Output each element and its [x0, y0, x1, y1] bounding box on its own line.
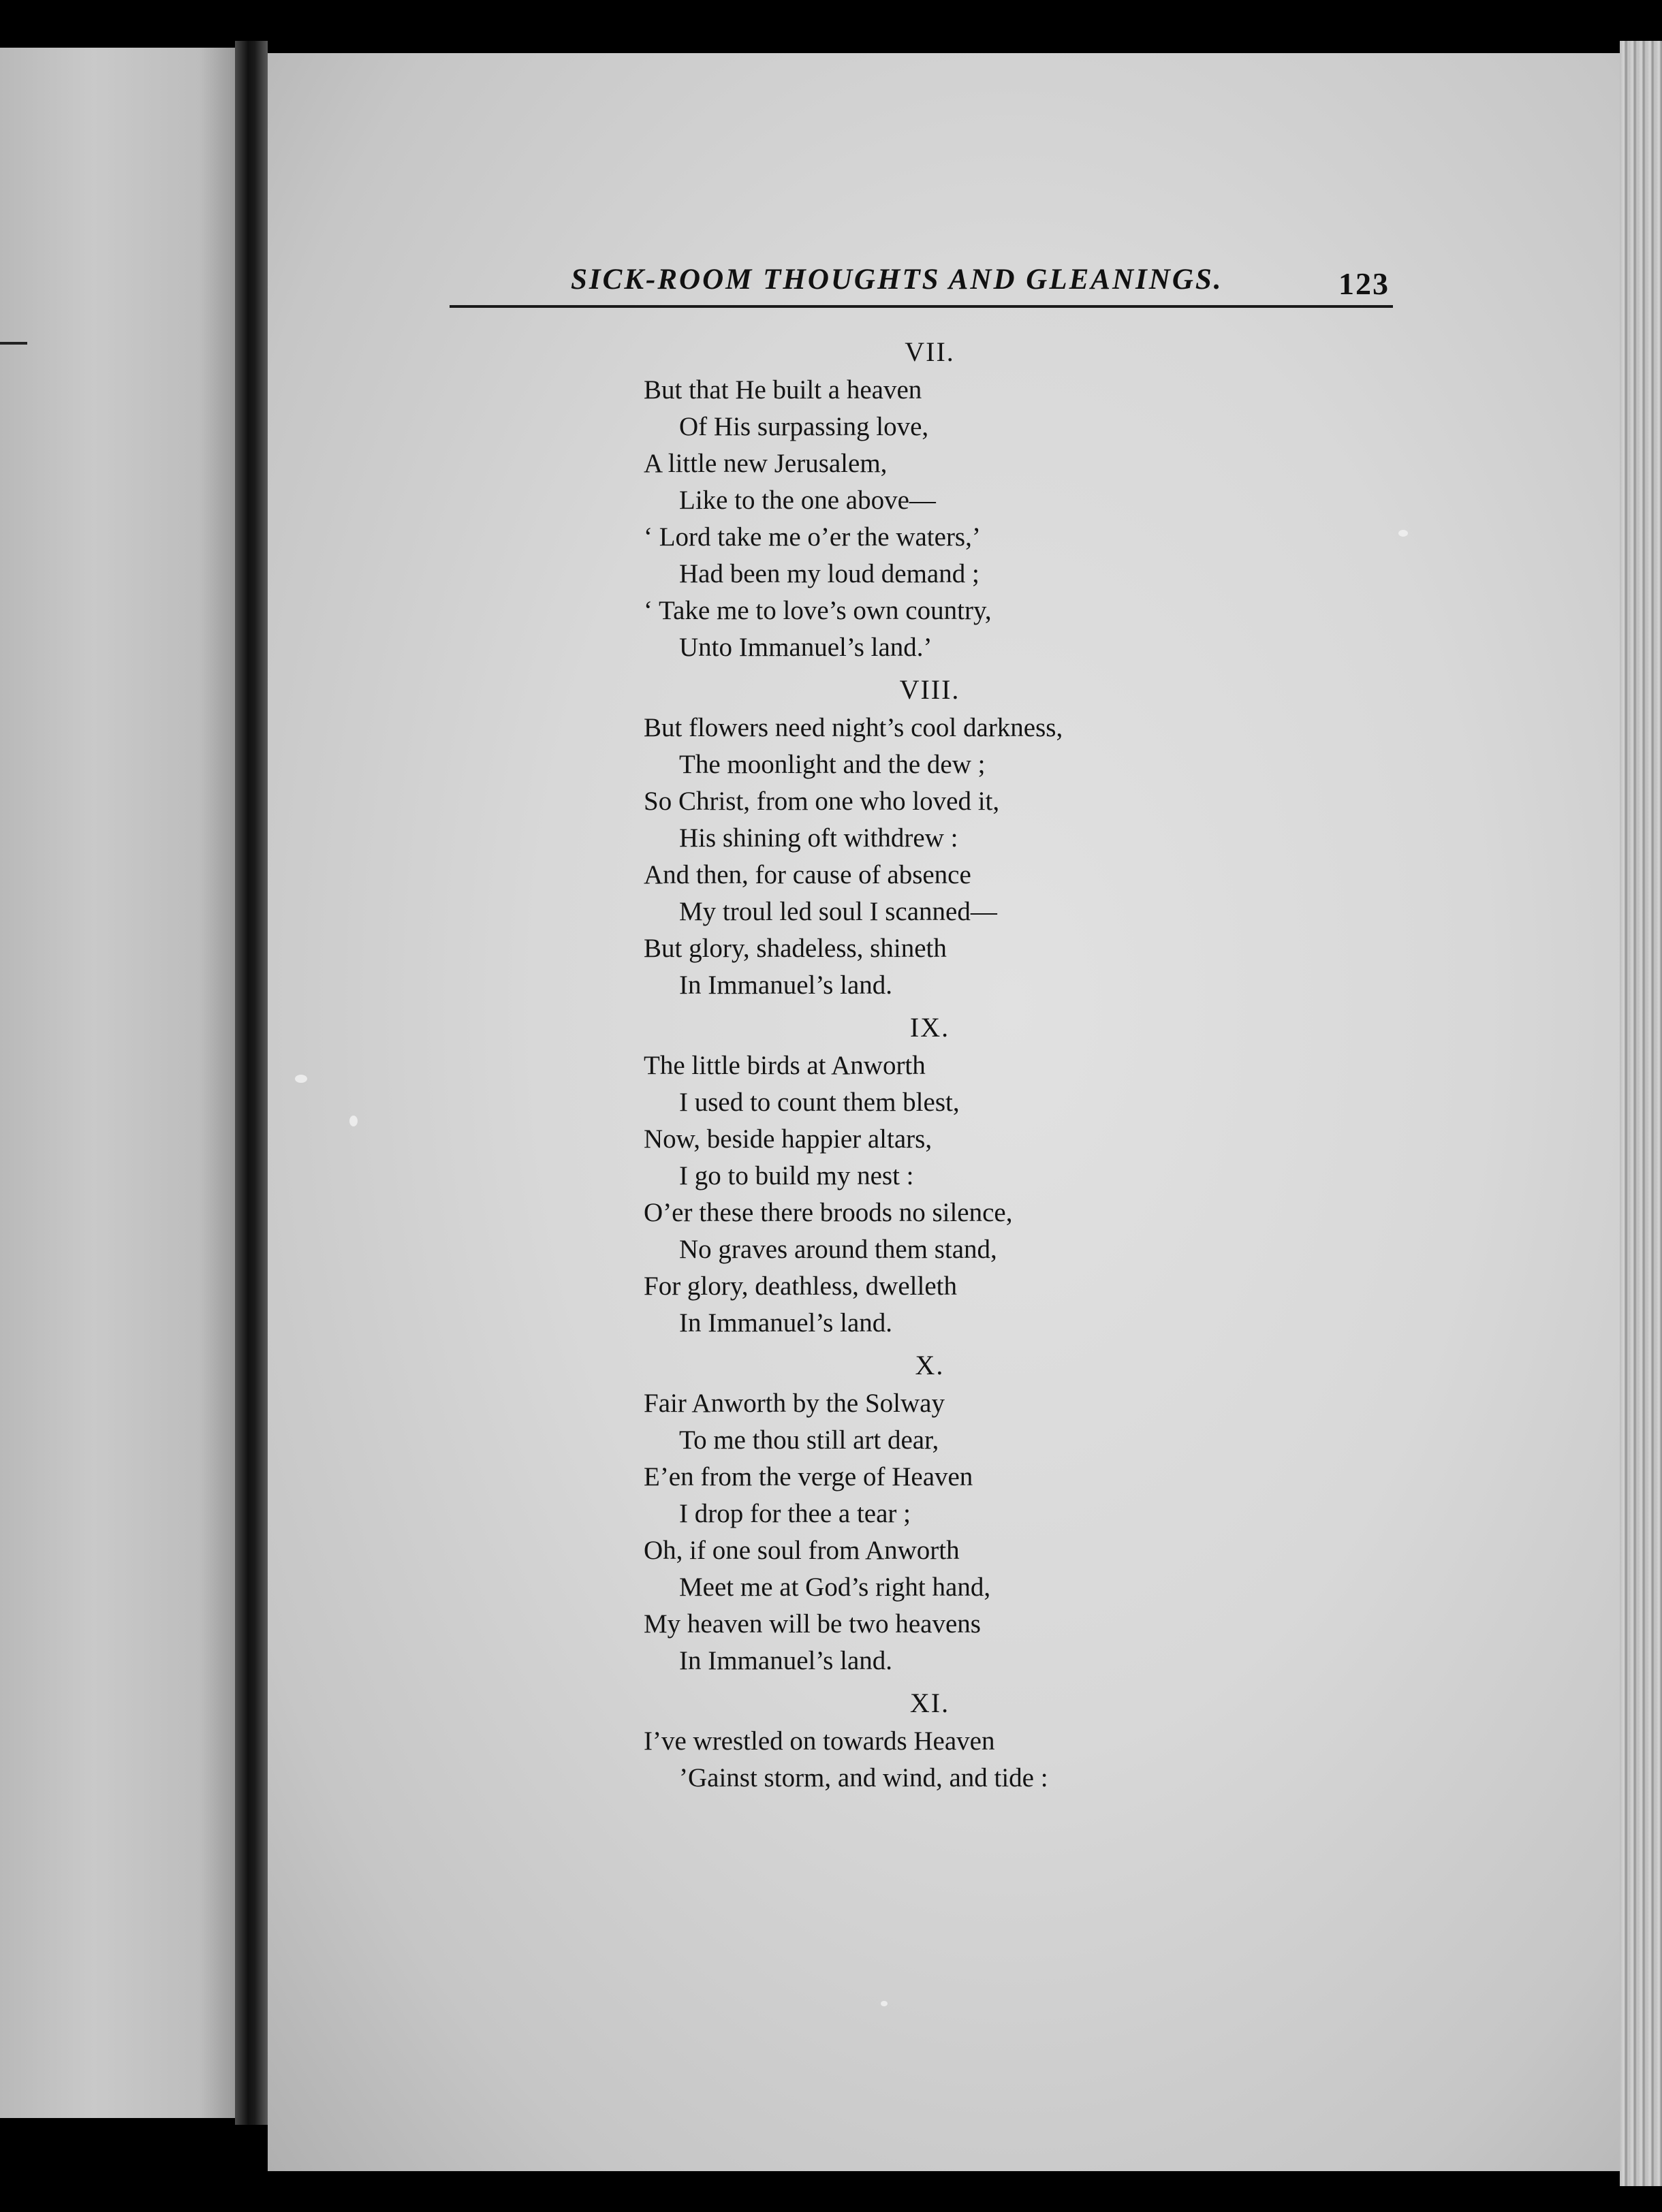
running-head [450, 257, 1393, 312]
verse-line: In Immanuel’s land. [679, 970, 893, 1000]
verse-line: In Immanuel’s land. [679, 1646, 893, 1675]
verse-line: In Immanuel’s land. [679, 1308, 893, 1338]
verse-line: Of His surpassing love, [679, 412, 929, 441]
verse-line: And then, for cause of absence [644, 860, 971, 889]
verse-line: I used to count them blest, [679, 1088, 960, 1117]
verse-line: ‘ Take me to love’s own country, [644, 596, 992, 625]
poem-body [644, 332, 1209, 1801]
stanza [644, 1346, 1209, 1679]
verse-line: ‘ Lord take me o’er the waters,’ [644, 522, 981, 552]
page-number: 123 [1338, 266, 1390, 301]
verse-line: Now, beside happier altars, [644, 1124, 932, 1154]
stanza-number: VIII. [899, 674, 960, 705]
stanza-number: VII. [905, 336, 955, 367]
stanza [644, 1684, 1209, 1797]
verse-line: I go to build my nest : [679, 1161, 914, 1190]
verse-line: Had been my loud demand ; [679, 559, 979, 588]
verse-line: Oh, if one soul from Anworth [644, 1536, 960, 1565]
verse-line: I’ve wrestled on towards Heaven [644, 1726, 995, 1756]
verse-line: So Christ, from one who loved it, [644, 787, 1000, 816]
verse-line: O’er these there broods no silence, [644, 1198, 1013, 1227]
stanza-number: XI. [909, 1688, 950, 1718]
verse-line: His shining oft withdrew : [679, 823, 958, 853]
verse-line: My heaven will be two heavens [644, 1609, 981, 1639]
stanza [644, 1008, 1209, 1342]
facing-page [0, 48, 235, 2118]
header-rule [450, 305, 1393, 308]
verse-line: E’en from the verge of Heaven [644, 1462, 973, 1491]
verse-line: But flowers need night’s cool darkness, [644, 713, 1063, 742]
book-gutter [235, 41, 268, 2125]
stanza [644, 670, 1209, 1004]
verse-line: My troul led soul I scanned— [679, 897, 997, 926]
verse-line: The moonlight and the dew ; [679, 750, 986, 779]
running-title: SICK-ROOM THOUGHTS AND GLEANINGS. [571, 264, 1223, 296]
verse-line: Fair Anworth by the Solway [644, 1389, 945, 1418]
stanza-number: X. [915, 1350, 945, 1380]
verse-line: Unto Immanuel’s land.’ [679, 633, 932, 662]
verse-line: I drop for thee a tear ; [679, 1499, 911, 1528]
verse-line: The little birds at Anworth [644, 1051, 926, 1080]
verse-line: Meet me at God’s right hand, [679, 1573, 991, 1602]
stanza-number: IX. [909, 1012, 950, 1043]
page-edges [1620, 41, 1662, 2186]
verse-line: Like to the one above— [679, 486, 936, 515]
facing-page-rule [0, 342, 27, 345]
verse-line: To me thou still art dear, [679, 1425, 939, 1455]
verse-line: No graves around them stand, [679, 1235, 997, 1264]
stanza [644, 332, 1209, 666]
verse-line: But that He built a heaven [644, 375, 922, 405]
verse-line: ’Gainst storm, and wind, and tide : [679, 1763, 1048, 1792]
verse-line: A little new Jerusalem, [644, 449, 888, 478]
verse-line: But glory, shadeless, shineth [644, 934, 947, 963]
verse-line: For glory, deathless, dwelleth [644, 1271, 957, 1301]
